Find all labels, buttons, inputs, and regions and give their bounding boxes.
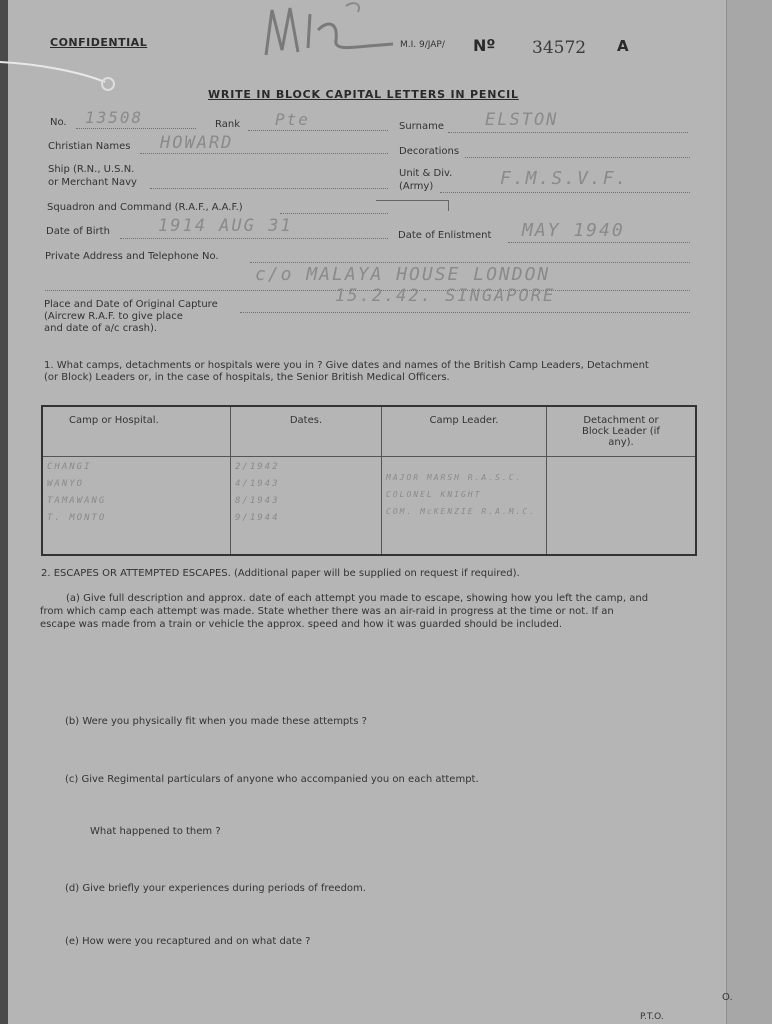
underlying-page	[726, 0, 772, 1024]
address-value: c/o MALAYA HOUSE LONDON	[255, 264, 551, 285]
camps-table	[41, 405, 697, 556]
q2a-line-2: from which camp each attempt was made. State whether there was an air-raid in progress at the time or not. If an	[40, 606, 614, 617]
surname-value: ELSTON	[485, 110, 559, 130]
col-dates-header: Dates.	[231, 406, 382, 457]
tag-string	[0, 58, 120, 92]
q2c-followup: What happened to them ?	[90, 826, 221, 837]
dob-label: Date of Birth	[46, 226, 110, 237]
date-entry: 8/1943	[235, 496, 280, 506]
q2d: (d) Give briefly your experiences during periods of freedom.	[65, 883, 366, 894]
rank-value: Pte	[275, 110, 310, 129]
no-label: No.	[50, 117, 67, 128]
dates-cell	[231, 457, 382, 556]
camp-entry: CHANGI	[47, 462, 92, 472]
unit-label-2: (Army)	[399, 181, 434, 192]
signature-scrawl	[258, 0, 408, 62]
instruction-heading: WRITE IN BLOCK CAPITAL LETTERS IN PENCIL	[208, 88, 519, 101]
ship-label-1: Ship (R.N., U.S.N.	[48, 164, 135, 175]
q1-line-1: 1. What camps, detachments or hospitals were you in ? Give dates and names of the British Camp Leaders, Detachment	[44, 360, 649, 371]
side-mark: O.	[722, 992, 733, 1003]
leader-entry: MAJOR MARSH R.A.S.C.	[386, 473, 523, 482]
unit-value: F.M.S.V.F.	[500, 168, 629, 189]
camp-entry: WANYO	[47, 479, 85, 489]
capture-value: 15.2.42. SINGAPORE	[335, 286, 556, 306]
unit-label-1: Unit & Div.	[399, 168, 453, 179]
confidential-label: CONFIDENTIAL	[50, 36, 148, 49]
q2e: (e) How were you recaptured and on what date ?	[65, 936, 311, 947]
form-code: M.I. 9/JAP/	[400, 40, 445, 50]
leader-entry: COLONEL KNIGHT	[386, 490, 482, 499]
pto-label: P.T.O.	[640, 1012, 664, 1022]
col-detachment-header: Detachment or Block Leader (if any).	[547, 406, 697, 457]
leaders-cell	[382, 457, 547, 556]
serial-number: 34572	[532, 38, 587, 58]
date-entry: 4/1943	[235, 479, 280, 489]
address-label: Private Address and Telephone No.	[45, 251, 219, 262]
capture-label-2: (Aircrew R.A.F. to give place	[44, 311, 183, 322]
q2c: (c) Give Regimental particulars of anyone who accompanied you on each attempt.	[65, 774, 479, 785]
date-entry: 2/1942	[235, 462, 280, 472]
capture-label-1: Place and Date of Original Capture	[44, 299, 218, 310]
camps-cell	[42, 457, 231, 556]
surname-label: Surname	[399, 121, 444, 132]
serial-suffix: A	[617, 37, 629, 55]
christian-names-label: Christian Names	[48, 141, 131, 152]
ship-label-2: or Merchant Navy	[48, 177, 137, 188]
enlistment-value: MAY 1940	[522, 220, 625, 241]
capture-label-3: and date of a/c crash).	[44, 323, 158, 334]
dob-value: 1914 AUG 31	[158, 216, 293, 236]
squadron-label: Squadron and Command (R.A.F., A.A.F.)	[47, 202, 243, 213]
q2b: (b) Were you physically fit when you made these attempts ?	[65, 716, 367, 727]
q2a-line-3: escape was made from a train or vehicle the approx. speed and how it was guarded should be included.	[40, 619, 563, 630]
detachment-cell	[547, 457, 697, 556]
q2a-line-1: (a) Give full description and approx. date of each attempt you made to escape, showing how you left the camp, and	[66, 593, 649, 604]
camp-entry: TAMAWANG	[47, 496, 107, 506]
rank-label: Rank	[215, 119, 240, 130]
squadron-box	[376, 200, 449, 211]
decorations-label: Decorations	[399, 146, 460, 157]
col-leader-header: Camp Leader.	[382, 406, 547, 457]
number-label: Nº	[473, 36, 496, 55]
enlistment-label: Date of Enlistment	[398, 230, 492, 241]
leader-entry: COM. McKENZIE R.A.M.C.	[386, 507, 536, 516]
christian-names-value: HOWARD	[160, 133, 234, 153]
no-value: 13508	[85, 108, 144, 127]
q2-title: 2. ESCAPES OR ATTEMPTED ESCAPES. (Additional paper will be supplied on request if required).	[41, 568, 520, 579]
camp-entry: T. MONTO	[47, 513, 107, 523]
q1-line-2: (or Block) Leaders or, in the case of hospitals, the Senior British Medical Officers.	[44, 372, 450, 383]
col-camp-header: Camp or Hospital.	[42, 406, 231, 457]
date-entry: 9/1944	[235, 513, 280, 523]
